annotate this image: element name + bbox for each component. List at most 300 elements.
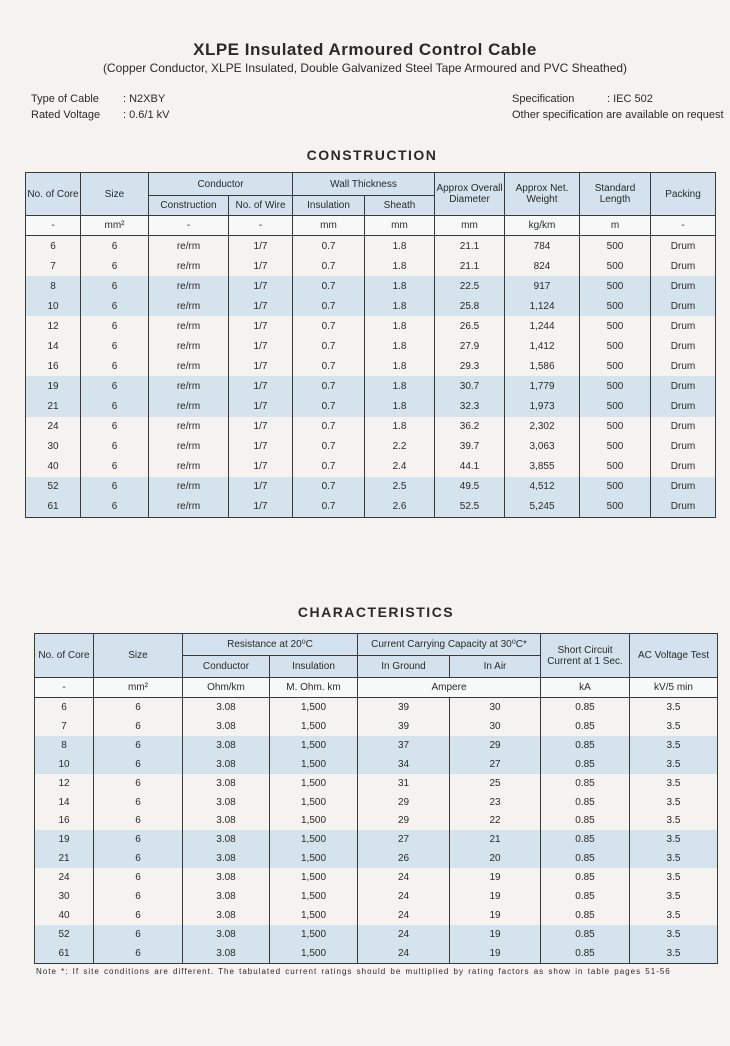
table-cell: 8 (35, 736, 94, 755)
table-cell: 1,500 (270, 849, 358, 868)
table-cell: 6 (94, 868, 183, 887)
table-cell: 500 (580, 296, 651, 316)
unit-cell: - (229, 216, 293, 236)
table-cell: 30 (450, 698, 541, 717)
table-cell: 0.85 (541, 812, 630, 831)
table-cell: 1.8 (365, 356, 435, 376)
header-ac-voltage-test: AC Voltage Test (630, 634, 718, 678)
type-of-cable-value: : N2XBY (123, 93, 166, 105)
table-cell: 6 (94, 774, 183, 793)
table-row (35, 925, 718, 944)
table-cell: 20 (450, 849, 541, 868)
footnote: Note *: If site conditions are different. The tabulated current ratings should be multiplied by rating factors as show in table pages 51-56 (36, 967, 671, 976)
table-cell: 3.5 (630, 849, 718, 868)
table-cell: 824 (505, 256, 580, 276)
table-cell: 1.8 (365, 316, 435, 336)
table-cell: 6 (94, 793, 183, 812)
table-cell: re/rm (149, 397, 229, 417)
table-cell: 3.08 (183, 906, 270, 925)
header-net-weight: Approx Net. Weight (505, 173, 580, 216)
unit-cell: kV/5 min (630, 678, 718, 698)
table-cell: 21 (26, 397, 81, 417)
table-cell: 500 (580, 477, 651, 497)
table-row (35, 887, 718, 906)
table-cell: 3.08 (183, 944, 270, 963)
table-cell: 0.85 (541, 925, 630, 944)
table-cell: 19 (26, 376, 81, 396)
document-subtitle: (Copper Conductor, XLPE Insulated, Double Galvanized Steel Tape Armoured and PVC Sheathed) (102, 61, 628, 75)
table-cell: 27 (358, 830, 450, 849)
table-cell: 0.7 (293, 397, 365, 417)
table-cell: 3.08 (183, 736, 270, 755)
table-cell: 5,245 (505, 497, 580, 518)
table-cell: re/rm (149, 336, 229, 356)
table-cell: 6 (81, 397, 149, 417)
table-cell: 22.5 (435, 276, 505, 296)
table-cell: 3.08 (183, 717, 270, 736)
rated-voltage-value: : 0.6/1 kV (123, 109, 170, 121)
table-cell: 39 (358, 717, 450, 736)
table-cell: Drum (651, 497, 716, 518)
unit-cell: Ampere (358, 678, 541, 698)
table-cell: 14 (35, 793, 94, 812)
table-cell: 6 (81, 276, 149, 296)
unit-cell: M. Ohm. km (270, 678, 358, 698)
table-cell: re/rm (149, 256, 229, 276)
table-cell: 0.7 (293, 457, 365, 477)
header-conductor: Conductor (149, 173, 293, 196)
table-row (35, 793, 718, 812)
table-cell: 1.8 (365, 417, 435, 437)
table-cell: 0.85 (541, 906, 630, 925)
table-cell: 29 (358, 812, 450, 831)
table-cell: 1,500 (270, 944, 358, 963)
header-conductor: Conductor (183, 656, 270, 678)
table-cell: 1,500 (270, 717, 358, 736)
table-cell: re/rm (149, 457, 229, 477)
table-cell: 2.4 (365, 457, 435, 477)
table-cell: Drum (651, 236, 716, 257)
table-cell: 6 (81, 437, 149, 457)
table-cell: 40 (26, 457, 81, 477)
table-cell: Drum (651, 457, 716, 477)
table-cell: 0.85 (541, 774, 630, 793)
table-cell: 6 (94, 887, 183, 906)
table-cell: 3.5 (630, 755, 718, 774)
table-cell: 1/7 (229, 336, 293, 356)
header-wall-thickness: Wall Thickness (293, 173, 435, 196)
table-cell: 3.5 (630, 944, 718, 963)
table-cell: 6 (94, 698, 183, 717)
table-cell: 6 (94, 849, 183, 868)
table-cell: 44.1 (435, 457, 505, 477)
table-cell: 1/7 (229, 417, 293, 437)
table-row (26, 296, 716, 316)
table-row (35, 755, 718, 774)
table-cell: 19 (450, 944, 541, 963)
table-cell: 24 (35, 868, 94, 887)
other-specification-note: Other specification are available on request (512, 109, 724, 121)
table-cell: 6 (81, 477, 149, 497)
table-cell: 500 (580, 497, 651, 518)
table-cell: 0.7 (293, 497, 365, 518)
table-cell: 3.08 (183, 793, 270, 812)
table-cell: 3.08 (183, 774, 270, 793)
header-short-circuit: Short Circuit Current at 1 Sec. (541, 634, 630, 678)
table-cell: 500 (580, 276, 651, 296)
table-cell: re/rm (149, 417, 229, 437)
table-cell: 500 (580, 397, 651, 417)
table-cell: 1,500 (270, 812, 358, 831)
table-cell: 3.08 (183, 698, 270, 717)
table-cell: 29 (358, 793, 450, 812)
rated-voltage-label: Rated Voltage (31, 109, 101, 121)
table-cell: 500 (580, 256, 651, 276)
header-size: Size (94, 634, 183, 678)
table-cell: Drum (651, 477, 716, 497)
table-cell: 1,500 (270, 793, 358, 812)
table-cell: 1.8 (365, 276, 435, 296)
header-resistance: Resistance at 20⁰C (183, 634, 358, 656)
table-cell: 24 (358, 868, 450, 887)
table-cell: 3.5 (630, 906, 718, 925)
table-cell: 500 (580, 236, 651, 257)
table-cell: 0.7 (293, 417, 365, 437)
table-cell: 6 (81, 256, 149, 276)
table-cell: 6 (81, 356, 149, 376)
table-cell: 500 (580, 417, 651, 437)
table-cell: 1/7 (229, 376, 293, 396)
table-cell: 3.5 (630, 736, 718, 755)
table-cell: 12 (26, 316, 81, 336)
table-cell: 1,500 (270, 774, 358, 793)
table-cell: 3.08 (183, 887, 270, 906)
table-cell: 1/7 (229, 296, 293, 316)
table-cell: 30 (26, 437, 81, 457)
type-of-cable-label: Type of Cable (31, 93, 99, 105)
table-cell: 2,302 (505, 417, 580, 437)
table-cell: 500 (580, 376, 651, 396)
table-cell: 3.08 (183, 868, 270, 887)
table-cell: 0.85 (541, 830, 630, 849)
unit-cell: kA (541, 678, 630, 698)
table-cell: 22 (450, 812, 541, 831)
header-insulation: Insulation (270, 656, 358, 678)
table-cell: 0.7 (293, 336, 365, 356)
table-cell: 37 (358, 736, 450, 755)
table-cell: re/rm (149, 437, 229, 457)
table-cell: 1.8 (365, 296, 435, 316)
table-cell: 3.5 (630, 774, 718, 793)
header-packing: Packing (651, 173, 716, 216)
table-row (35, 906, 718, 925)
table-row (35, 774, 718, 793)
table-cell: re/rm (149, 316, 229, 336)
table-cell: re/rm (149, 356, 229, 376)
table-cell: 1.8 (365, 256, 435, 276)
header-insulation: Insulation (293, 196, 365, 216)
table-cell: 0.85 (541, 698, 630, 717)
unit-cell: mm (293, 216, 365, 236)
header-current-capacity: Current Carrying Capacity at 30⁰C* (358, 634, 541, 656)
table-cell: 21 (35, 849, 94, 868)
table-cell: 24 (358, 887, 450, 906)
table-cell: 6 (94, 812, 183, 831)
table-cell: 39 (358, 698, 450, 717)
table-cell: 0.85 (541, 736, 630, 755)
table-cell: 500 (580, 457, 651, 477)
table-cell: 0.85 (541, 944, 630, 963)
unit-cell: - (149, 216, 229, 236)
table-cell: Drum (651, 256, 716, 276)
table-cell: 1/7 (229, 256, 293, 276)
table-cell: Drum (651, 437, 716, 457)
table-cell: 1,586 (505, 356, 580, 376)
table-cell: 21 (450, 830, 541, 849)
unit-cell: kg/km (505, 216, 580, 236)
header-no-of-core: No. of Core (26, 173, 81, 216)
table-cell: 6 (81, 376, 149, 396)
table-cell: 917 (505, 276, 580, 296)
specification-info (512, 91, 724, 123)
header-size: Size (81, 173, 149, 216)
table-cell: 1/7 (229, 477, 293, 497)
table-cell: 784 (505, 236, 580, 257)
header-no-of-wire: No. of Wire (229, 196, 293, 216)
table-cell: 36.2 (435, 417, 505, 437)
table-cell: 2.5 (365, 477, 435, 497)
header-in-ground: In Ground (358, 656, 450, 678)
table-cell: 1,124 (505, 296, 580, 316)
table-cell: 6 (94, 944, 183, 963)
table-row (26, 477, 716, 497)
table-row (26, 236, 716, 257)
header-overall-diameter: Approx Overall Diameter (435, 173, 505, 216)
table-cell: 6 (81, 316, 149, 336)
table-row (35, 849, 718, 868)
table-cell: 49.5 (435, 477, 505, 497)
table-cell: 21.1 (435, 236, 505, 257)
table-cell: 3.5 (630, 925, 718, 944)
table-row (26, 276, 716, 296)
table-cell: 24 (358, 925, 450, 944)
table-cell: 3.08 (183, 755, 270, 774)
header-sheath: Sheath (365, 196, 435, 216)
table-cell: Drum (651, 417, 716, 437)
table-cell: 25.8 (435, 296, 505, 316)
table-cell: 6 (81, 296, 149, 316)
table-cell: 29.3 (435, 356, 505, 376)
cable-info (31, 91, 169, 123)
table-cell: 3.08 (183, 925, 270, 944)
table-cell: 0.7 (293, 296, 365, 316)
table-cell: 6 (94, 736, 183, 755)
table-cell: re/rm (149, 497, 229, 518)
table-cell: 1/7 (229, 236, 293, 257)
table-cell: 3.5 (630, 698, 718, 717)
table-cell: re/rm (149, 236, 229, 257)
table-cell: 1/7 (229, 457, 293, 477)
table-cell: 0.7 (293, 356, 365, 376)
table-cell: 30.7 (435, 376, 505, 396)
table-cell: 8 (26, 276, 81, 296)
table-cell: 19 (35, 830, 94, 849)
specification-value: : IEC 502 (607, 93, 653, 105)
table-row (26, 336, 716, 356)
table-cell: 0.7 (293, 477, 365, 497)
table-cell: 1/7 (229, 316, 293, 336)
table-cell: 4,512 (505, 477, 580, 497)
characteristics-heading: CHARACTERISTICS (297, 604, 455, 620)
table-cell: 6 (94, 755, 183, 774)
table-cell: 3,063 (505, 437, 580, 457)
table-cell: 25 (450, 774, 541, 793)
table-cell: 26.5 (435, 316, 505, 336)
table-cell: 1/7 (229, 437, 293, 457)
table-row (26, 417, 716, 437)
table-cell: 0.85 (541, 849, 630, 868)
table-cell: 1.8 (365, 336, 435, 356)
table-cell: 1/7 (229, 356, 293, 376)
table-cell: 27.9 (435, 336, 505, 356)
table-cell: 40 (35, 906, 94, 925)
table-cell: 0.7 (293, 316, 365, 336)
table-cell: 12 (35, 774, 94, 793)
table-cell: Drum (651, 316, 716, 336)
table-cell: 21.1 (435, 256, 505, 276)
table-cell: 1,779 (505, 376, 580, 396)
table-cell: 1,500 (270, 868, 358, 887)
table-cell: 1,500 (270, 925, 358, 944)
table-cell: 0.7 (293, 437, 365, 457)
table-cell: 19 (450, 925, 541, 944)
table-cell: 0.85 (541, 755, 630, 774)
table-cell: 0.85 (541, 887, 630, 906)
table-cell: 7 (26, 256, 81, 276)
table-cell: 14 (26, 336, 81, 356)
table-cell: 1/7 (229, 397, 293, 417)
table-cell: 1,500 (270, 906, 358, 925)
table-cell: 1,500 (270, 736, 358, 755)
table-cell: 52 (26, 477, 81, 497)
table-cell: 6 (94, 717, 183, 736)
table-cell: 1/7 (229, 276, 293, 296)
table-cell: 1.8 (365, 236, 435, 257)
table-cell: re/rm (149, 477, 229, 497)
table-cell: 500 (580, 316, 651, 336)
table-cell: 0.7 (293, 276, 365, 296)
construction-heading: CONSTRUCTION (306, 147, 438, 163)
table-cell: 1.8 (365, 397, 435, 417)
table-cell: 1,973 (505, 397, 580, 417)
table-cell: 10 (26, 296, 81, 316)
table-cell: 52 (35, 925, 94, 944)
table-row (26, 397, 716, 417)
table-cell: 34 (358, 755, 450, 774)
document-title: XLPE Insulated Armoured Control Cable (193, 40, 537, 59)
table-cell: re/rm (149, 376, 229, 396)
table-cell: 19 (450, 887, 541, 906)
units-row (35, 678, 718, 698)
table-cell: 500 (580, 437, 651, 457)
unit-cell: mm² (94, 678, 183, 698)
table-cell: 61 (35, 944, 94, 963)
characteristics-table (34, 633, 718, 964)
table-cell: 1,244 (505, 316, 580, 336)
table-cell: 0.85 (541, 793, 630, 812)
table-row (26, 316, 716, 336)
table-cell: 24 (358, 944, 450, 963)
table-row (26, 457, 716, 477)
unit-cell: mm (435, 216, 505, 236)
unit-cell: Ohm/km (183, 678, 270, 698)
table-cell: 61 (26, 497, 81, 518)
table-cell: 52.5 (435, 497, 505, 518)
table-cell: 10 (35, 755, 94, 774)
table-cell: Drum (651, 276, 716, 296)
table-cell: 6 (35, 698, 94, 717)
table-row (35, 736, 718, 755)
table-cell: 30 (450, 717, 541, 736)
table-cell: 1,500 (270, 698, 358, 717)
table-cell: 24 (26, 417, 81, 437)
table-cell: 24 (358, 906, 450, 925)
table-cell: 30 (35, 887, 94, 906)
table-cell: 1.8 (365, 376, 435, 396)
table-cell: 2.2 (365, 437, 435, 457)
construction-table (25, 172, 716, 518)
table-cell: 26 (358, 849, 450, 868)
table-cell: 0.7 (293, 376, 365, 396)
table-cell: 23 (450, 793, 541, 812)
table-row (26, 356, 716, 376)
header-in-air: In Air (450, 656, 541, 678)
table-cell: 1,500 (270, 887, 358, 906)
table-cell: 3.08 (183, 812, 270, 831)
table-cell: 16 (26, 356, 81, 376)
table-cell: 500 (580, 336, 651, 356)
table-cell: 7 (35, 717, 94, 736)
table-cell: 3.08 (183, 849, 270, 868)
table-cell: 29 (450, 736, 541, 755)
table-cell: 39.7 (435, 437, 505, 457)
unit-cell: - (651, 216, 716, 236)
table-cell: Drum (651, 296, 716, 316)
table-row (35, 812, 718, 831)
table-cell: 3.5 (630, 793, 718, 812)
header-no-of-core: No. of Core (35, 634, 94, 678)
table-cell: 0.85 (541, 717, 630, 736)
specification-label: Specification (512, 93, 575, 105)
table-cell: 3.5 (630, 868, 718, 887)
unit-cell: mm² (81, 216, 149, 236)
table-row (35, 944, 718, 963)
table-cell: 0.7 (293, 236, 365, 257)
table-row (35, 698, 718, 717)
table-cell: 6 (81, 336, 149, 356)
table-cell: 6 (94, 925, 183, 944)
table-cell: re/rm (149, 296, 229, 316)
unit-cell: m (580, 216, 651, 236)
table-row (35, 830, 718, 849)
table-cell: 6 (94, 906, 183, 925)
unit-cell: - (35, 678, 94, 698)
table-row (35, 868, 718, 887)
table-cell: Drum (651, 336, 716, 356)
table-cell: 6 (26, 236, 81, 257)
header-standard-length: Standard Length (580, 173, 651, 216)
table-cell: Drum (651, 397, 716, 417)
